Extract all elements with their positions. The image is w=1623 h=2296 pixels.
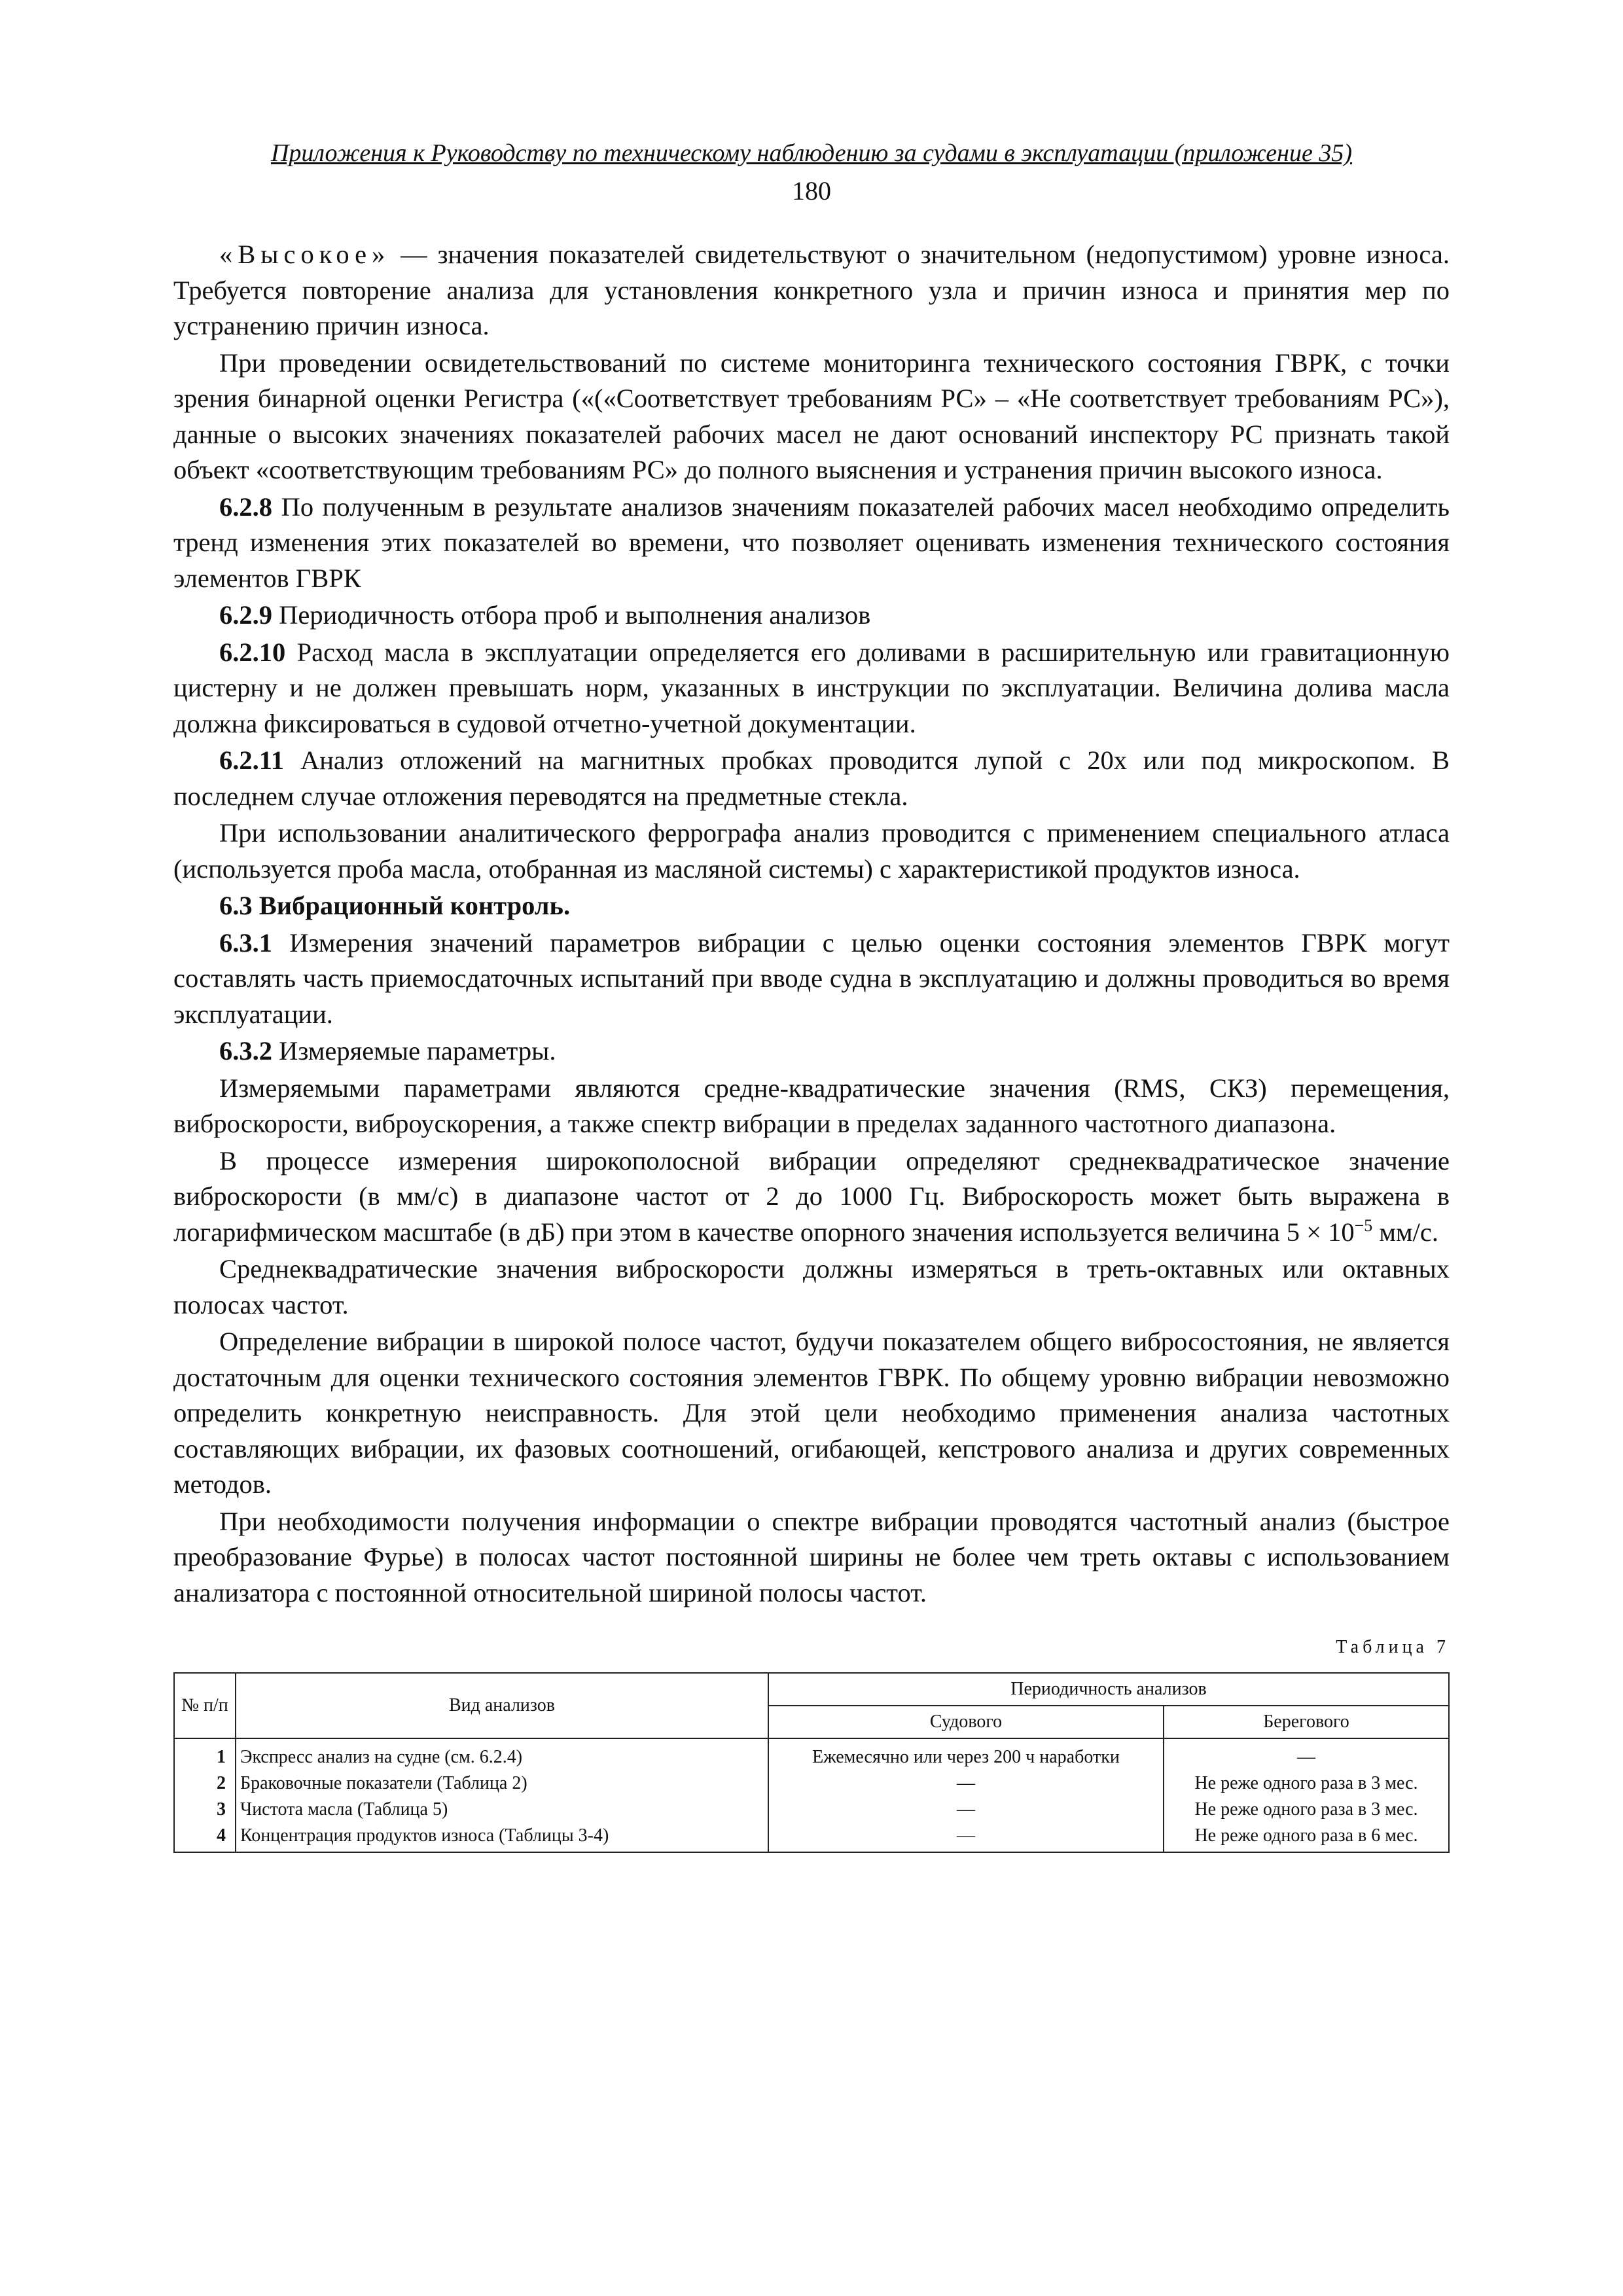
paragraph-broadband-vibration: В процессе измерения широкополосной вибрации определяют среднеквадратическое значение виброскорости (в мм/с) в диапазоне частот от 2 до 1000 Гц. Виброскорость может быть выражена в логарифмическом масштабе (в дБ) при этом в качестве опорного значения используется величина $5 \times 10^{-5}$ мм/с. (173, 1145, 1450, 1247)
paragraph-6-2-11: 6.2.11 Анализ отложений на магнитных пробках проводится лупой с 20х или под микроскопом. В последнем случае отложения переводятся на предметные стекла. (173, 745, 1450, 811)
shipboard-period: — (768, 1823, 1164, 1852)
header-number: № п/п (174, 1673, 236, 1738)
header-shipboard: Судового (768, 1706, 1164, 1738)
row-number: 3 (174, 1797, 236, 1823)
row-number: 4 (174, 1823, 236, 1852)
paragraph-measured-params: Измеряемыми параметрами являются средне-квадратические значения (RMS, СКЗ) перемещения, виброскорости, виброускорения, а также спектр вибрации в пределах заданного частотного диапазона. (173, 1073, 1450, 1138)
analysis-periodicity-table (173, 1672, 1450, 1853)
section-number: 6.2.8 (219, 492, 272, 522)
header-shore: Берегового (1164, 1706, 1449, 1738)
shore-period: Не реже одного раза в 6 мес. (1164, 1823, 1449, 1852)
paragraph-6-3-2: 6.3.2 Измеряемые параметры. (219, 1036, 556, 1066)
exponent: −5 (1354, 1215, 1373, 1235)
document-page (173, 137, 1450, 1853)
paragraph-6-2-8: 6.2.8 По полученным в результате анализов значениям показателей рабочих масел необходимо определить тренд изменения этих показателей во времени, что позволяет оценивать изменения технического состояния элементов ГВРК (173, 492, 1450, 593)
header-analysis-type: Вид анализов (236, 1673, 768, 1738)
shore-period: Не реже одного раза в 3 мес. (1164, 1770, 1449, 1797)
shore-period: Не реже одного раза в 3 мес. (1164, 1797, 1449, 1823)
analysis-type: Концентрация продуктов износа (Таблицы 3-4) (236, 1823, 768, 1852)
paragraph-6-3-1: 6.3.1 Измерения значений параметров вибрации с целью оценки состояния элементов ГВРК могут составлять часть приемосдаточных испытаний при вводе судна в эксплуатацию и должны проводиться во время эксплуатации. (173, 927, 1450, 1029)
analysis-type: Экспресс анализ на судне (см. 6.2.4) (236, 1738, 768, 1770)
table-row (174, 1738, 1449, 1770)
shipboard-period: — (768, 1770, 1164, 1797)
section-number: 6.2.10 (219, 637, 286, 667)
paragraph-high-level: «Высокое» — значения показателей свидетельствуют о значительном (недопустимом) уровне износа. Требуется повторение анализа для установления конкретного узла и причин износа и принятия мер по устранению причин износа. (173, 240, 1450, 340)
header-periodicity: Периодичность анализов (768, 1673, 1449, 1706)
table-row (174, 1823, 1449, 1852)
document-body (173, 237, 1450, 1611)
page-number: 180 (792, 176, 831, 206)
table-caption: Таблица 7 (1336, 1637, 1450, 1657)
paragraph-ferrograph: При использовании аналитического феррографа анализ проводится с применением специального атласа (используется проба масла, отобранная из масляной системы) с характеристикой продуктов износа. (173, 818, 1450, 884)
paragraph-wideband-insufficient: Определение вибрации в широкой полосе частот, будучи показателем общего вибросостояния, не является достаточным для оценки технического состояния элементов ГВРК. По общему уровню вибрации невозможно определить конкретную неисправность. Для этой цели необходимо применения анализа частотных составляющих вибрации, их фазовых соотношений, огибающей, кепстрового анализа и других современных методов. (173, 1327, 1450, 1499)
row-number: 1 (174, 1738, 236, 1770)
table-row (174, 1797, 1449, 1823)
paragraph-6-2-10: 6.2.10 Расход масла в эксплуатации определяется его доливами в расширительную или гравитационную цистерну и не должен превышать норм, указанных в инструкции по эксплуатации. Величина долива масла должна фиксироваться в судовой отчетно-учетной документации. (173, 637, 1450, 738)
section-number: 6.2.9 (219, 600, 272, 630)
running-title: Приложения к Руководству по техническому наблюдению за судами в эксплуатации (приложение 35) (270, 139, 1353, 167)
table-row (174, 1770, 1449, 1797)
section-heading-6-3: 6.3 Вибрационный контроль. (219, 891, 571, 920)
paragraph-octave-bands: Среднеквадратические значения виброскорости должны измеряться в треть-октавных или октавных полосах частот. (173, 1254, 1450, 1319)
paragraph-frequency-analysis: При необходимости получения информации о спектре вибрации проводятся частотный анализ (быстрое преобразование Фурье) в полосах частот постоянной ширины не более чем треть октавы с использованием анализатора с постоянной относительной шириной полосы частот. (173, 1506, 1450, 1607)
analysis-type: Чистота масла (Таблица 5) (236, 1797, 768, 1823)
section-number: 6.2.11 (219, 745, 285, 775)
paragraph-6-2-9: 6.2.9 Периодичность отбора проб и выполнения анализов (219, 600, 871, 630)
shipboard-period: Ежемесячно или через 200 ч наработки (768, 1738, 1164, 1770)
term-high: «Высокое» (219, 240, 391, 269)
shipboard-period: — (768, 1797, 1164, 1823)
row-number: 2 (174, 1770, 236, 1797)
shore-period: — (1164, 1738, 1449, 1770)
section-number: 6.3.2 (219, 1036, 272, 1066)
paragraph-binary-assessment: При проведении освидетельствований по системе мониторинга технического состояния ГВРК, с точки зрения бинарной оценки Регистра («(«Соответствует требованиям РС» – «Не соответствует требованиям РС»), данные о высоких значениях показателей рабочих масел не дают оснований инспектору РС признать такой объект «соответствующим требованиям РС» до полного выяснения и устранения причин высокого износа. (173, 348, 1450, 484)
section-number: 6.3.1 (219, 927, 272, 958)
analysis-type: Браковочные показатели (Таблица 2) (236, 1770, 768, 1797)
